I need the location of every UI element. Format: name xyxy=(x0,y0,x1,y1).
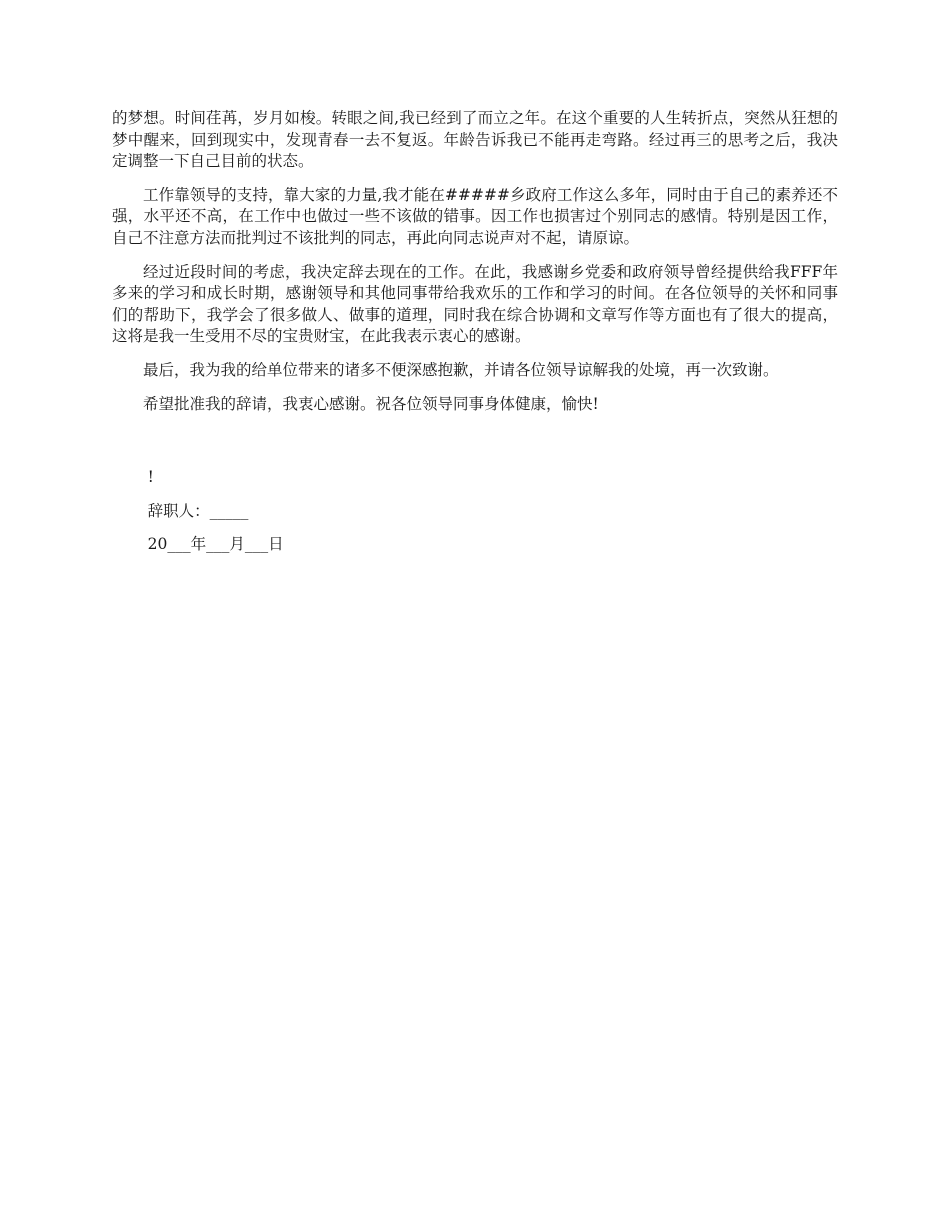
paragraph-apology: 最后，我为我的给单位带来的诸多不便深感抱歉，并请各位领导谅解我的处境，再一次致谢。 xyxy=(143,360,779,379)
closing-mark: ! xyxy=(147,468,154,487)
paragraph-resignation-decision: 经过近段时间的考虑，我决定辞去现在的工作。在此，我感谢乡党委和政府领导曾经提供给我FFF年多来的学习和成长时期，感谢领导和其他同事带给我欢乐的工作和学习的时间。在各位领导的关怀和同事们的帮助下，我学会了很多做人、做事的道理，同时我在综合协调和文章写作等方面也有了很大的提高，这将是我一生受用不尽的宝贵财宝，在此我表示衷心的感谢。 xyxy=(112,262,838,346)
spacer xyxy=(112,427,838,467)
paragraph-gratitude-apology: 工作靠领导的支持，靠大家的力量,我才能在#####乡政府工作这么多年，同时由于自己的素养还不强，水平还不高，在工作中也做过一些不该做的错事。因工作也损害过个别同志的感情。特别是因工作，自己不注意方法而批判过不该批判的同志，再此向同志说声对不起，请原谅。 xyxy=(112,185,838,247)
document-page xyxy=(112,108,838,568)
date-line: 20___年___月___日 xyxy=(147,535,284,554)
paragraph-continuation: 的梦想。时间荏苒，岁月如梭。转眼之间,我已经到了而立之年。在这个重要的人生转折点，突然从狂想的梦中醒来，回到现实中，发现青春一去不复返。年龄告诉我已不能再走弯路。经过再三的思考之后，我决定调整一下自己目前的状态。 xyxy=(112,109,838,171)
signature-line: 辞职人：_____ xyxy=(147,501,249,520)
paragraph-request: 希望批准我的辞请，我衷心感谢。祝各位领导同事身体健康，愉快! xyxy=(143,394,599,413)
